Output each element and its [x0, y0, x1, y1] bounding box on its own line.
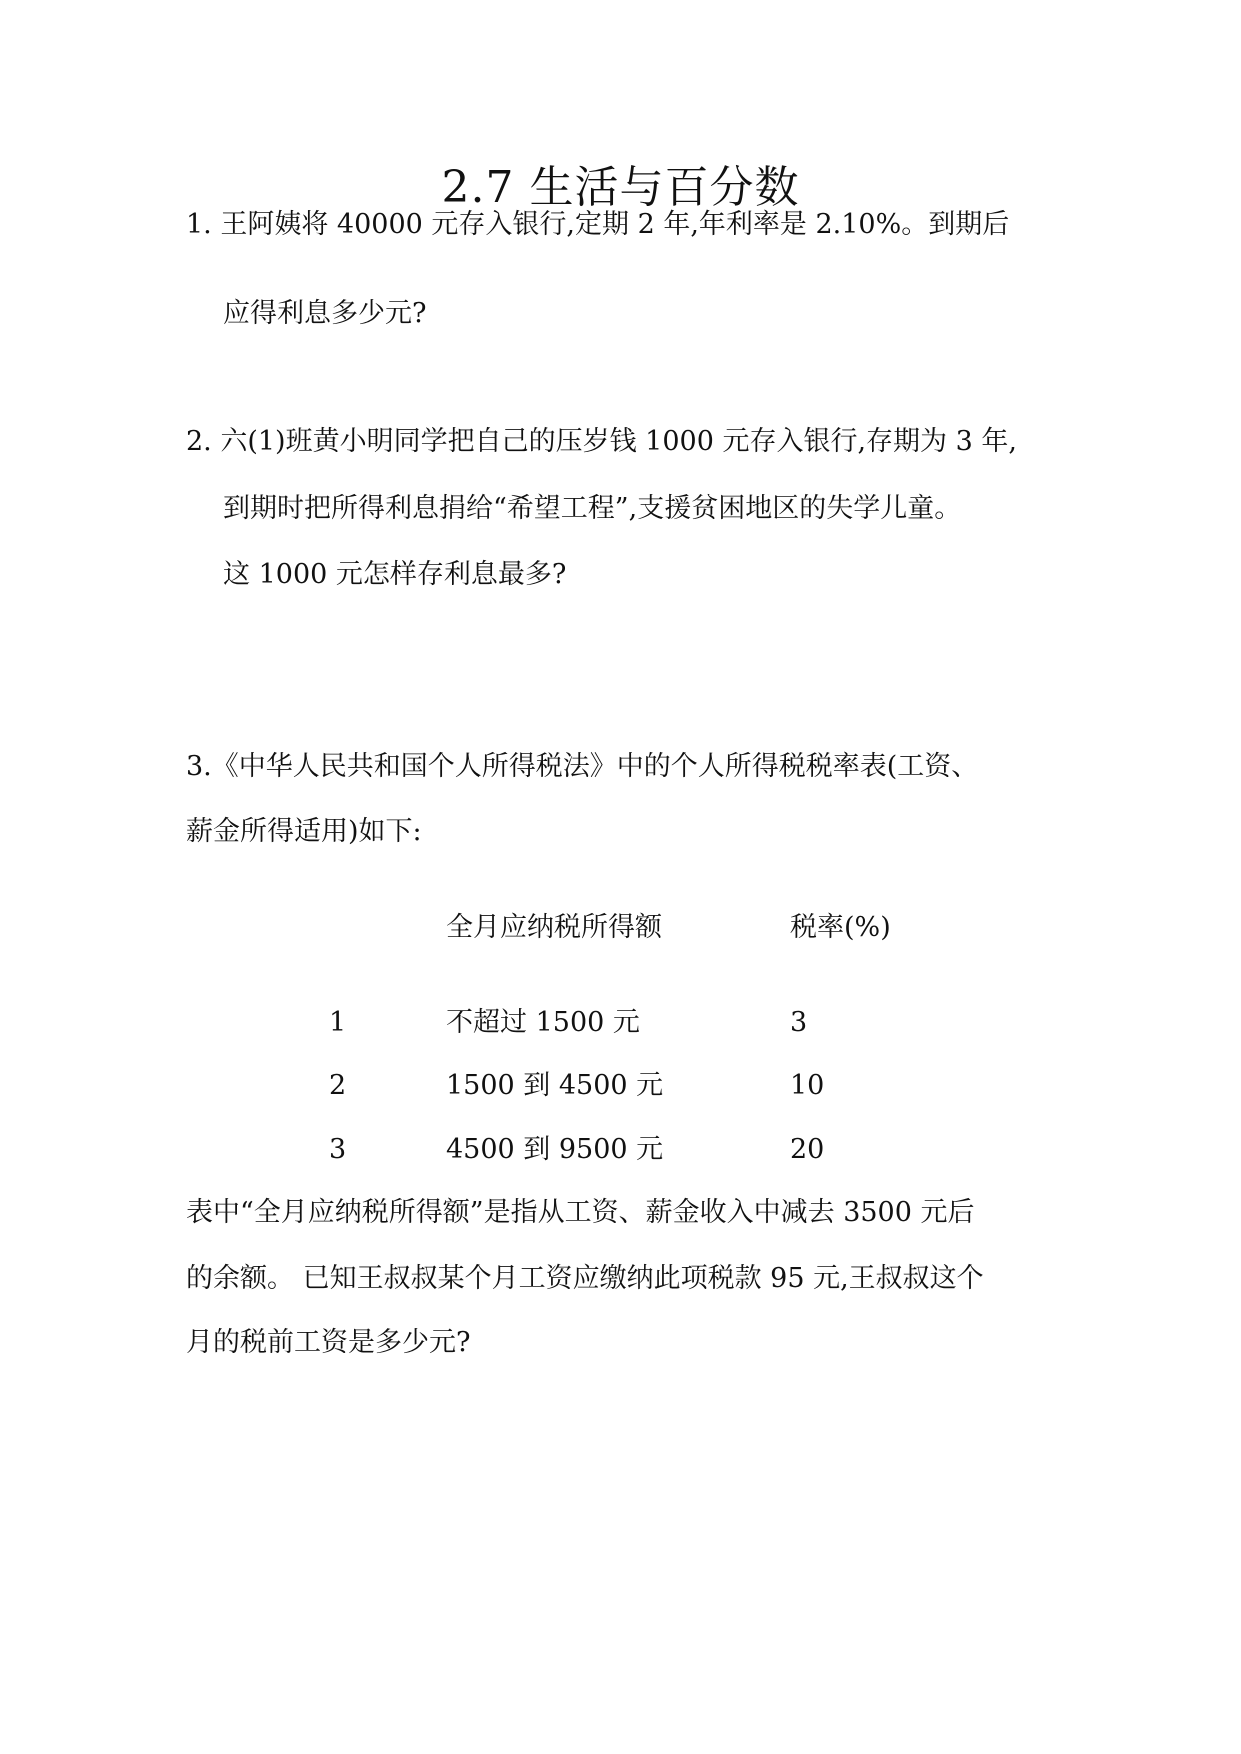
- question-2-line-1: 2. 六(1)班黄小明同学把自己的压岁钱 1000 元存入银行,存期为 3 年,: [186, 426, 1017, 457]
- question-3-followup-line-3: 月的税前工资是多少元?: [186, 1327, 471, 1358]
- table-cell-level: 3: [329, 1134, 347, 1165]
- table-cell-level: 2: [329, 1070, 347, 1101]
- table-header-rate: 税率(%): [790, 912, 891, 943]
- question-2-line-2: 到期时把所得利息捐给“希望工程”,支援贫困地区的失学儿童。: [223, 493, 962, 524]
- table-cell-rate: 10: [790, 1070, 825, 1101]
- question-3-line-1: 3.《中华人民共和国个人所得税法》中的个人所得税税率表(工资、: [186, 751, 979, 782]
- table-cell-level: 1: [329, 1007, 347, 1038]
- question-3-followup-line-1: 表中“全月应纳税所得额”是指从工资、薪金收入中减去 3500 元后: [186, 1197, 975, 1228]
- question-2-line-3: 这 1000 元怎样存利息最多?: [223, 559, 567, 590]
- question-1-line-1: 1. 王阿姨将 40000 元存入银行,定期 2 年,年利率是 2.10%。到期后: [186, 209, 1010, 240]
- question-3-followup-line-2: 的余额。 已知王叔叔某个月工资应缴纳此项税款 95 元,王叔叔这个: [186, 1263, 984, 1294]
- table-cell-rate: 3: [790, 1007, 808, 1038]
- page-title: 2.7 生活与百分数: [441, 162, 800, 213]
- question-3-line-2: 薪金所得适用)如下:: [186, 816, 422, 847]
- table-cell-range: 不超过 1500 元: [446, 1007, 640, 1038]
- question-1-line-2: 应得利息多少元?: [223, 298, 427, 329]
- table-header-income: 全月应纳税所得额: [446, 912, 662, 943]
- table-cell-rate: 20: [790, 1134, 825, 1165]
- table-cell-range: 4500 到 9500 元: [446, 1134, 664, 1165]
- table-cell-range: 1500 到 4500 元: [446, 1070, 664, 1101]
